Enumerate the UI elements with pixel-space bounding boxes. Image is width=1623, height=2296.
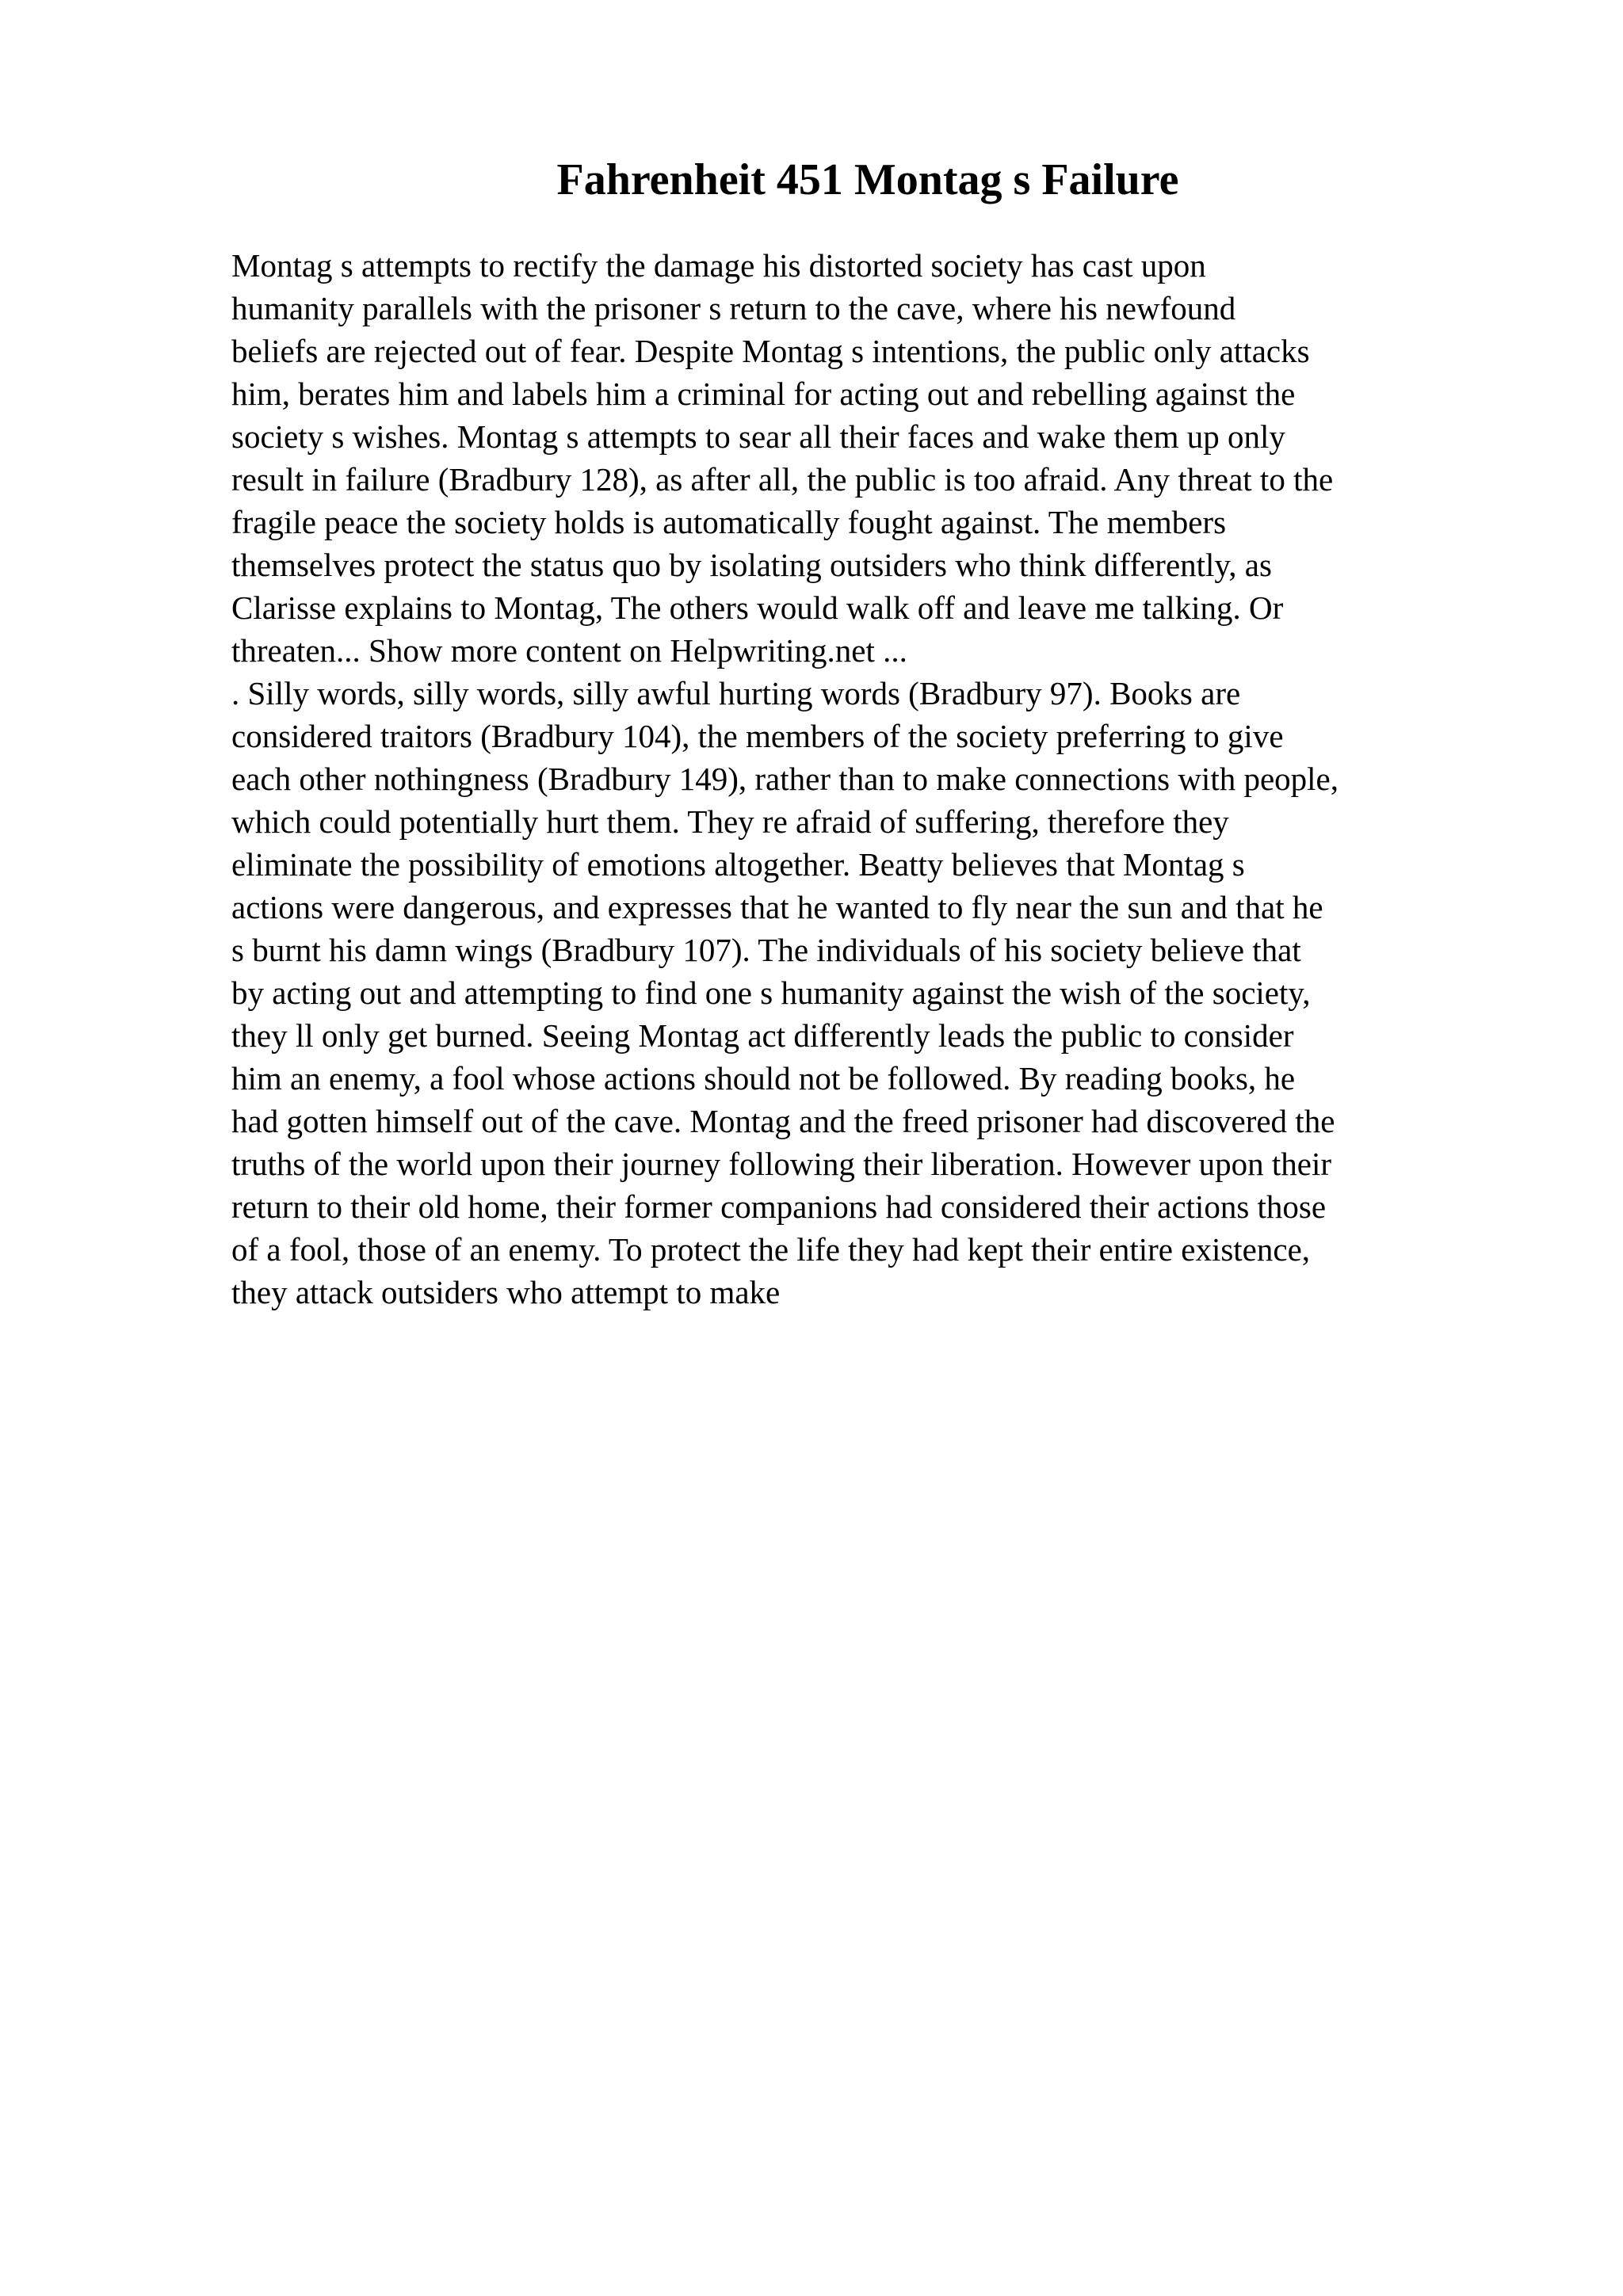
body-line: they ll only get burned. Seeing Montag act differently leads the public to consider — [231, 1017, 1294, 1054]
body-line: s burnt his damn wings (Bradbury 107). The individuals of his society believe that — [231, 932, 1301, 968]
show-more-line: threaten... Show more content on Helpwriting.net ... — [231, 632, 907, 669]
document-body — [231, 244, 1531, 1314]
body-line: they attack outsiders who attempt to make — [231, 1274, 781, 1310]
body-line: which could potentially hurt them. They re afraid of suffering, therefore they — [231, 803, 1229, 840]
body-line: eliminate the possibility of emotions altogether. Beatty believes that Montag s — [231, 846, 1245, 883]
body-line: had gotten himself out of the cave. Montag and the freed prisoner had discovered the — [231, 1103, 1335, 1139]
body-line: him, berates him and labels him a criminal for acting out and rebelling against the — [231, 376, 1296, 412]
body-line: of a fool, those of an enemy. To protect the life they had kept their entire existence, — [231, 1231, 1311, 1268]
body-line: result in failure (Bradbury 128), as after all, the public is too afraid. Any threat to the — [231, 461, 1334, 498]
body-line: fragile peace the society holds is automatically fought against. The members — [231, 504, 1227, 540]
body-line: . Silly words, silly words, silly awful hurting words (Bradbury 97). Books are — [231, 675, 1241, 711]
document-title: Fahrenheit 451 Montag s Failure — [556, 155, 1179, 204]
body-line: by acting out and attempting to find one s humanity against the wish of the society, — [231, 974, 1311, 1011]
body-line: actions were dangerous, and expresses that he wanted to fly near the sun and that he — [231, 889, 1323, 925]
body-line: society s wishes. Montag s attempts to sear all their faces and wake them up only — [231, 418, 1285, 455]
body-line: beliefs are rejected out of fear. Despite Montag s intentions, the public only attacks — [231, 333, 1310, 369]
body-line: Clarisse explains to Montag, The others would walk off and leave me talking. Or — [231, 589, 1284, 626]
body-line: return to their old home, their former companions had considered their actions those — [231, 1188, 1327, 1225]
body-line: themselves protect the status quo by isolating outsiders who think differently, as — [231, 547, 1272, 583]
body-line: him an enemy, a fool whose actions should not be followed. By reading books, he — [231, 1060, 1296, 1097]
body-line: considered traitors (Bradbury 104), the members of the society preferring to give — [231, 718, 1284, 754]
body-line: humanity parallels with the prisoner s return to the cave, where his newfound — [231, 290, 1236, 326]
body-line: Montag s attempts to rectify the damage his distorted society has cast upon — [231, 247, 1206, 284]
body-line: truths of the world upon their journey following their liberation. However upon their — [231, 1146, 1331, 1182]
body-line: each other nothingness (Bradbury 149), rather than to make connections with people, — [231, 761, 1339, 797]
